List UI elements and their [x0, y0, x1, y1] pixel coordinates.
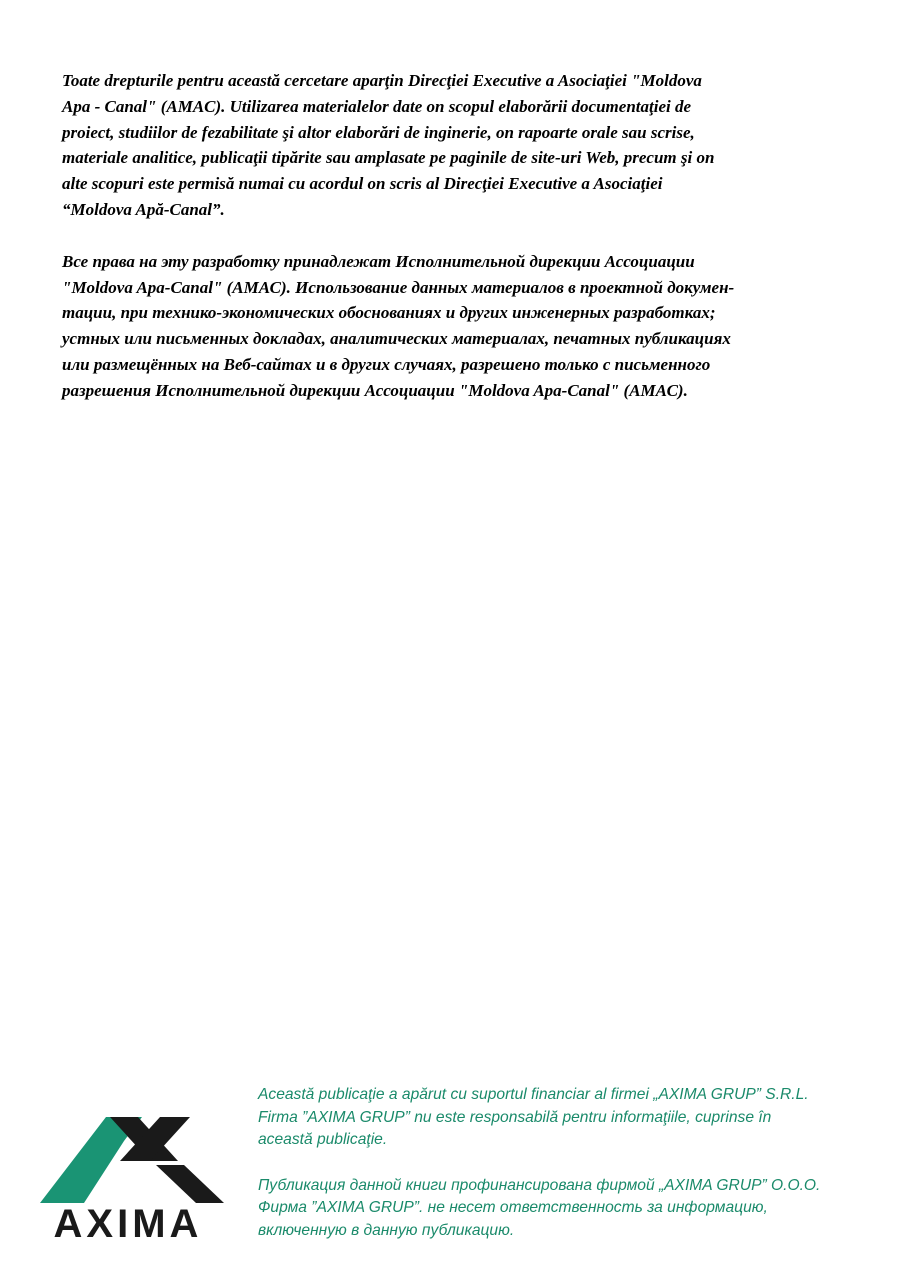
copyright-ru-line: разрешения Исполнительной дирекции Ассоциации "Moldova Apa-Canal" (АМАС).	[62, 380, 688, 400]
copyright-paragraph-ru	[62, 249, 852, 404]
copyright-paragraph-ro	[62, 68, 852, 223]
copyright-ru-line: устных или письменных докладах, аналитических материалах, печатных публикациях	[62, 329, 731, 349]
copyright-ro-line: Toate drepturile pentru această cercetare aparţin Direcţiei Executive a Asociaţiei "Moldova	[62, 71, 702, 90]
copyright-ro-line: proiect, studiilor de fezabilitate şi altor elaborări de inginerie, on rapoarte orale sau scrise,	[62, 122, 695, 142]
copyright-ro-line: “Moldova Apă-Canal”.	[62, 199, 225, 219]
sponsor-ru-line: Фирма ”AXIMA GRUP”. не несет ответственность за информацию,	[258, 1199, 768, 1217]
sponsor-ro-line: Această publicaţie a apărut cu suportul financiar al firmei „AXIMA GRUP” S.R.L.	[258, 1086, 809, 1103]
copyright-ru-line: Все права на эту разработку принадлежат Исполнительной дирекции Ассоциации	[62, 251, 695, 271]
sponsor-ru-line: Публикация данной книги профинансирована фирмой „AXIMA GRUP” O.O.O.	[258, 1176, 821, 1194]
sponsor-ru-line: включенную в данную публикацию.	[258, 1221, 515, 1239]
sponsor-block	[10, 1084, 890, 1254]
copyright-notice	[62, 68, 852, 404]
copyright-ru-line: тации, при технико-экономических обоснованиях и других инженерных разработках;	[62, 303, 716, 323]
sponsor-paragraph-ru	[258, 1175, 890, 1243]
copyright-ru-line: или размещённых на Веб-сайтах и в других случаях, разрешено только с письменного	[62, 354, 711, 374]
copyright-ru-line: "Moldova Apa-Canal" (АМАС). Использование данных материалов в проектной докумен-	[62, 277, 735, 297]
logo-wordmark: AXIMA	[53, 1202, 203, 1246]
copyright-ro-line: Apa - Canal" (AMAC). Utilizarea materialelor date on scopul elaborării documentaţiei de	[62, 96, 692, 116]
sponsor-paragraph-ro	[258, 1084, 890, 1152]
sponsor-ro-line: această publicaţie.	[258, 1131, 388, 1149]
sponsor-text	[258, 1084, 890, 1243]
axima-logo	[10, 1099, 250, 1249]
copyright-ro-line: alte scopuri este permisă numai cu acordul on scris al Direcţiei Executive a Asociaţiei	[62, 174, 663, 194]
axima-logo-graphic	[10, 1099, 250, 1249]
logo-black-x-stroke-2	[156, 1165, 224, 1203]
sponsor-ro-line: Firma ”AXIMA GRUP” nu este responsabilă pentru informaţiile, cuprinse în	[258, 1108, 772, 1126]
copyright-ro-line: materiale analitice, publicaţii tipărite sau amplasate pe paginile de site-uri Web, precum şi on	[62, 148, 715, 168]
